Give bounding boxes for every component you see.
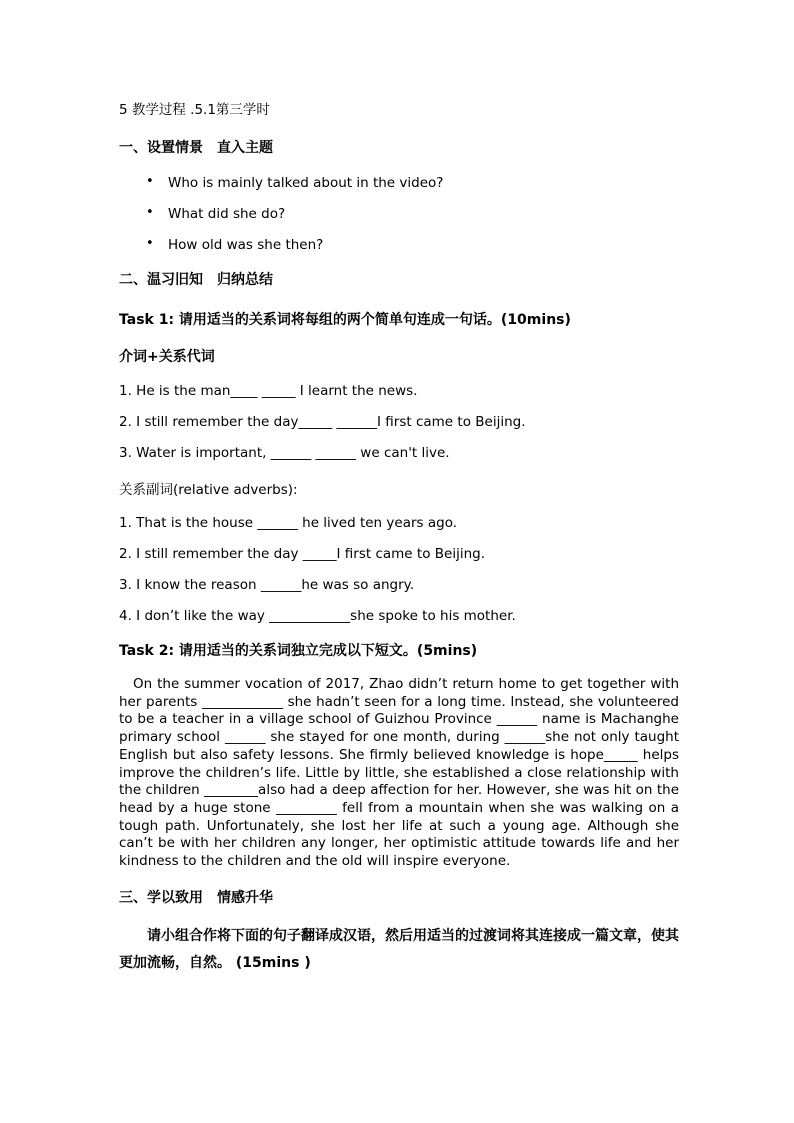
section-3-instruction (119, 923, 679, 977)
exercise-item: 1. He is the man____ _____ I learnt the news. (119, 383, 418, 399)
instruction-text: 请小组合作将下面的句子翻译成汉语，然后用适当的过渡词将其连接成一篇文章，使其更加流畅，自然。 (15mins ) (119, 928, 679, 971)
section-3-heading: 三、学以致用 情感升华 (119, 890, 273, 906)
passage-text: On the summer vocation of 2017, Zhao didn’t return home to get together with her parents ____________ she hadn’t seen for a long time. Instead, she volunteered to be a teacher in a village school of Guizhou Province ______ name is Machanghe primary school ______ she stayed for one month, during ______she not only taught English but also safety lessons. She firmly believed knowledge is hope_____ helps improve the children’s life. Little by little, she established a close relationship with the children ________also had a deep affection for her. However, she was hit on the head by a huge stone _________ fell from a mountain when she was walking on a tough path. Unfortunately, she lost her life at such a young age. Although she can’t be with her children any longer, her optimistic attitude towards life and her kindness to the children and the old will inspire everyone. (119, 676, 679, 870)
bullet-marker: • (146, 236, 154, 251)
question-item: How old was she then? (168, 237, 324, 253)
exercise-item: 2. I still remember the day _____I first came to Beijing. (119, 546, 485, 562)
task-2-heading: Task 2: 请用适当的关系词独立完成以下短文。(5mins) (119, 643, 478, 659)
exercise-item: 2. I still remember the day_____ ______I first came to Beijing. (119, 414, 526, 430)
question-item: What did she do? (168, 206, 286, 222)
section-1-heading: 一、设置情景 直入主题 (119, 140, 273, 156)
task-1-heading: Task 1: 请用适当的关系词将每组的两个简单句连成一句话。(10mins) (119, 312, 571, 328)
lesson-title: 5 教学过程 .5.1第三学时 (119, 102, 270, 118)
bullet-marker: • (146, 174, 154, 189)
exercise-item: 3. Water is important, ______ ______ we can't live. (119, 445, 450, 461)
bullet-marker: • (146, 205, 154, 220)
exercise-item: 3. I know the reason ______he was so angry. (119, 577, 415, 593)
question-item: Who is mainly talked about in the video? (168, 175, 444, 191)
exercise-item: 1. That is the house ______ he lived ten years ago. (119, 515, 458, 531)
subheading-relative-adverbs: 关系副词(relative adverbs): (119, 482, 298, 498)
exercise-item: 4. I don’t like the way ____________she spoke to his mother. (119, 608, 516, 624)
subheading-prep-pronoun: 介词+关系代词 (119, 349, 215, 365)
passage-paragraph (119, 676, 679, 871)
section-2-heading: 二、温习旧知 归纳总结 (119, 272, 273, 288)
